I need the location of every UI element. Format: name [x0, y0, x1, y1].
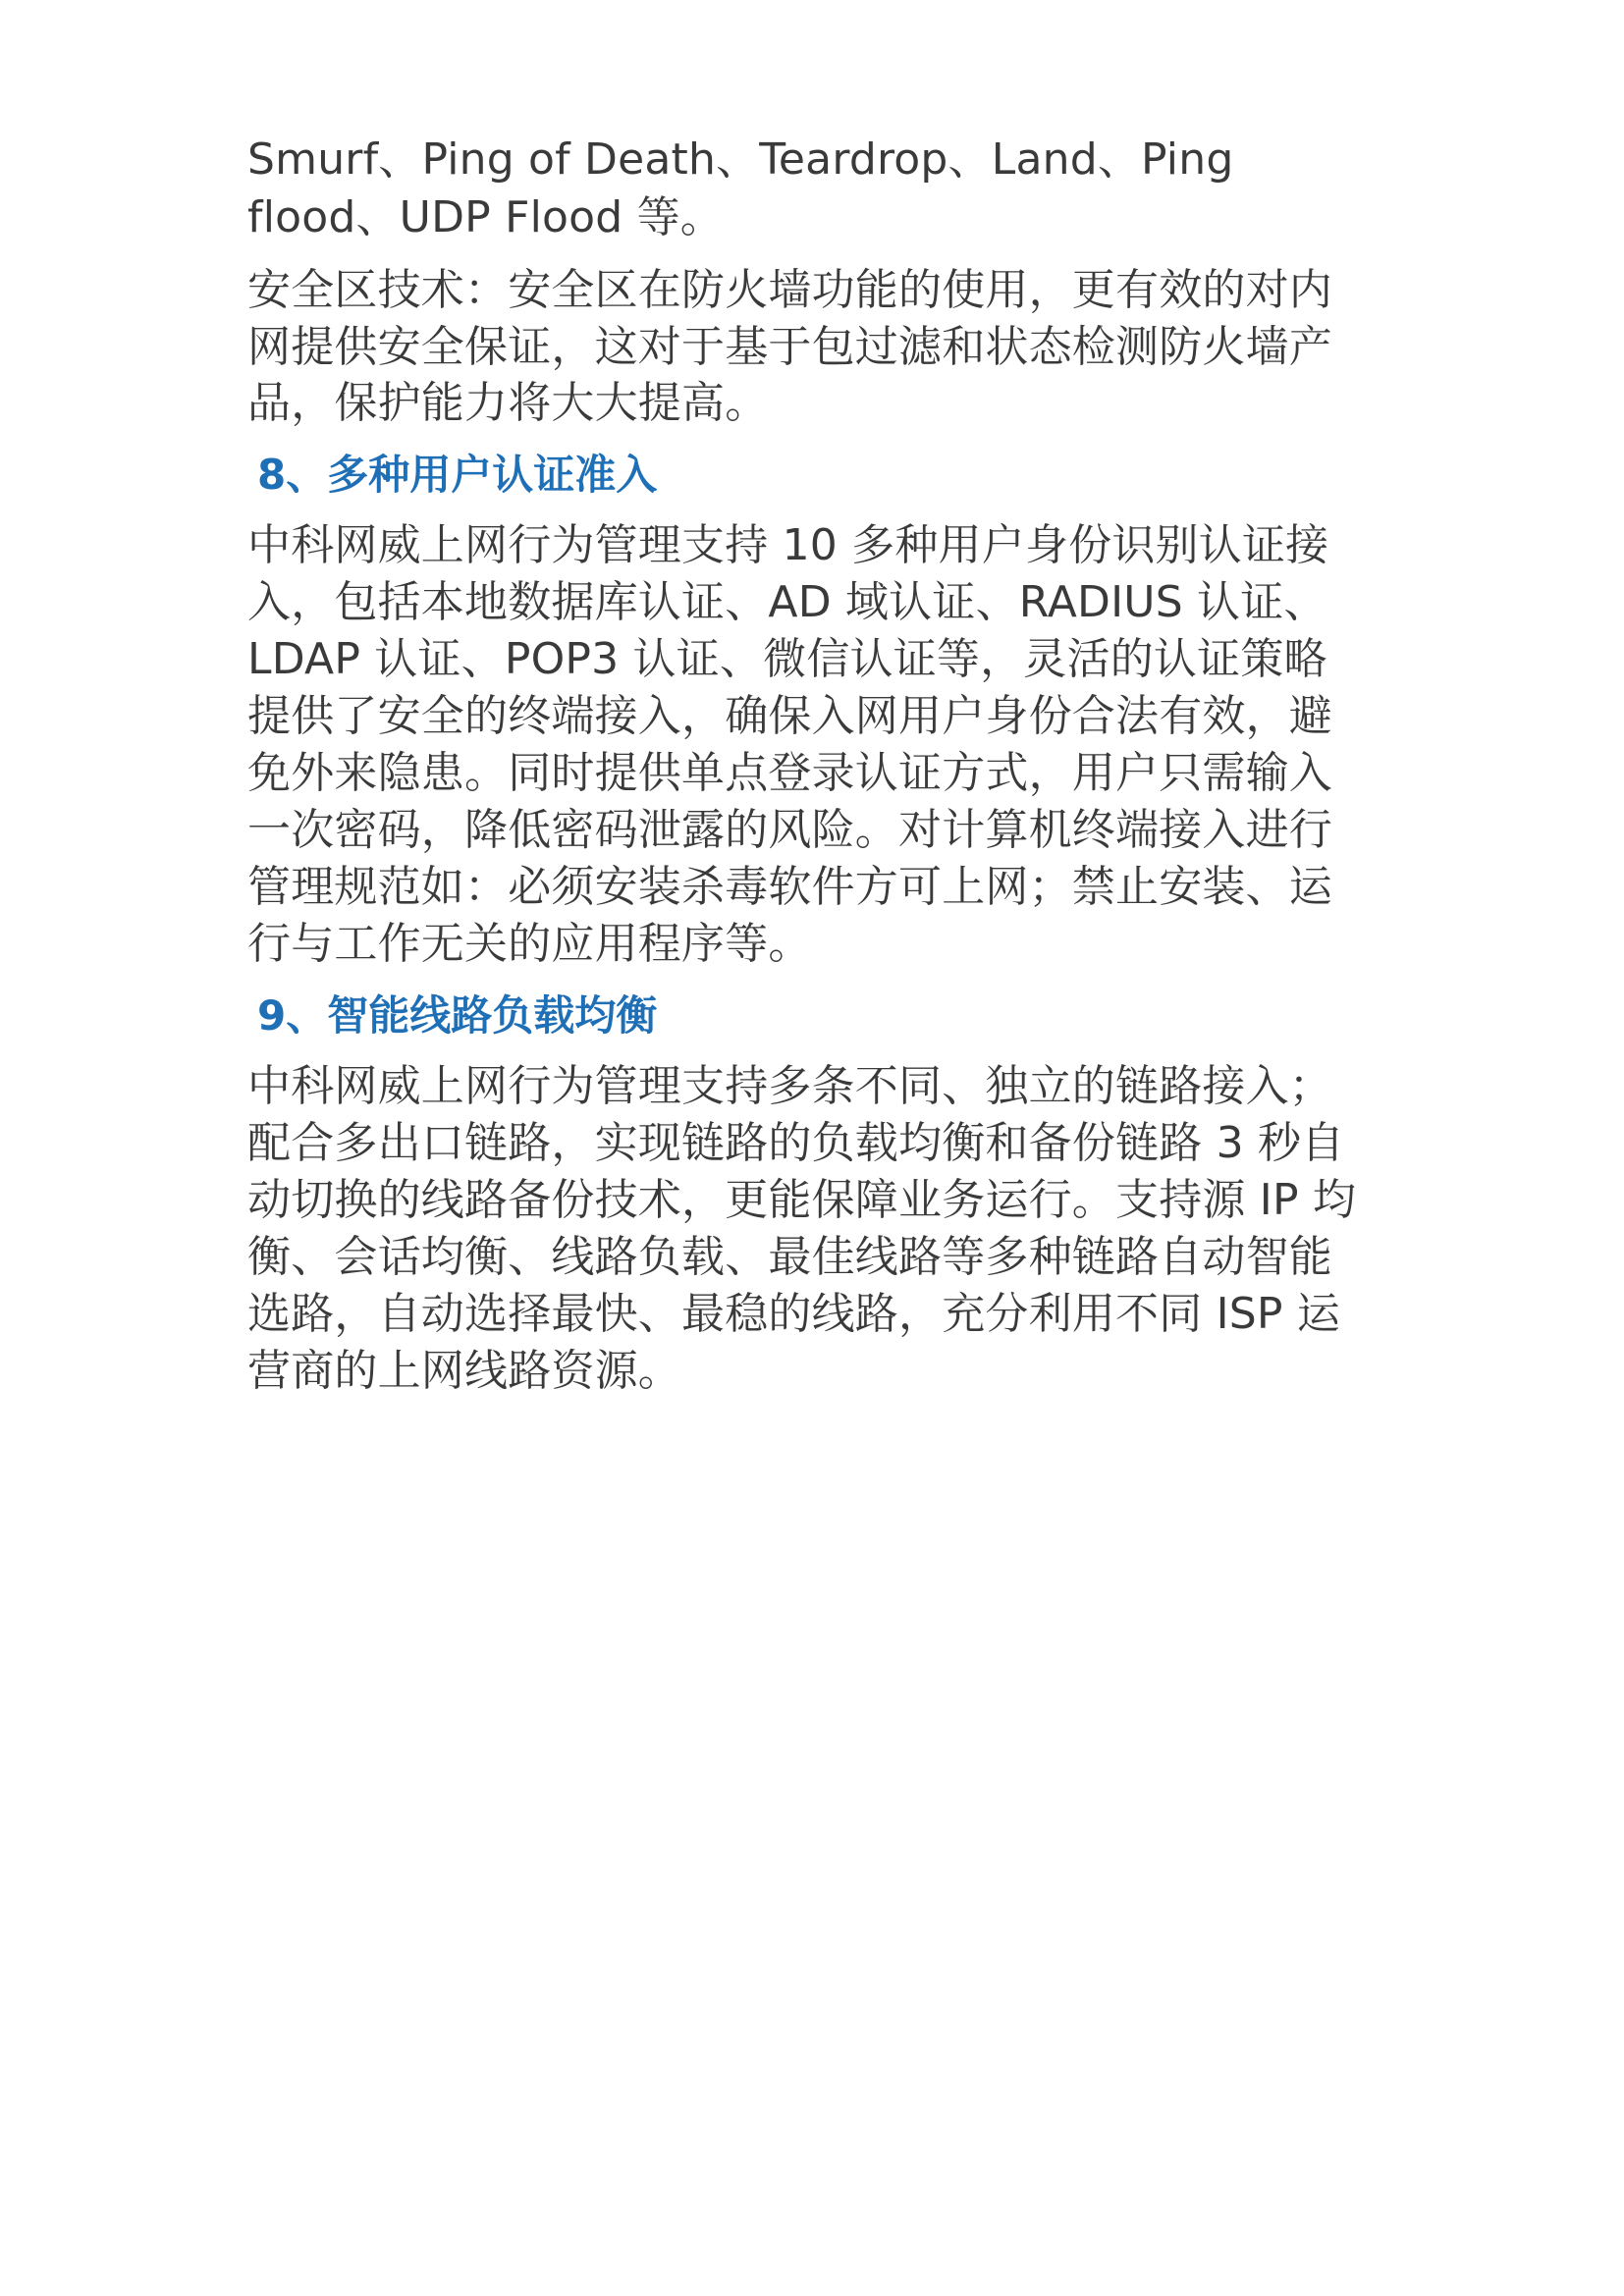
section-9-line-6: 营商的上网线路资源。 [247, 1346, 681, 1396]
section-9-line-2: 配合多出口链路，实现链路的负载均衡和备份链路 3 秒自 [247, 1118, 1345, 1168]
section-9-line-4: 衡、会话均衡、线路负载、最佳线路等多种链路自动智能 [247, 1232, 1332, 1282]
section-8-line-6: 一次密码，降低密码泄露的风险。对计算机终端接入进行 [247, 805, 1332, 855]
section-8-line-1: 中科网威上网行为管理支持 10 多种用户身份识别认证接 [247, 520, 1329, 570]
section-9-heading: 9、智能线路负载均衡 [257, 991, 658, 1040]
intro-line-1: Smurf、Ping of Death、Teardrop、Land、Ping [247, 134, 1234, 185]
section-9-line-3: 动切换的线路备份技术，更能保障业务运行。支持源 IP 均 [247, 1175, 1357, 1225]
security-zone-line-2: 网提供安全保证，这对于基于包过滤和状态检测防火墙产 [247, 322, 1332, 372]
intro-line-2: flood、UDP Flood 等。 [247, 192, 724, 242]
section-8-line-3: LDAP 认证、POP3 认证、微信认证等，灵活的认证策略 [247, 634, 1327, 684]
section-8-heading: 8、多种用户认证准入 [257, 451, 658, 499]
section-8-line-8: 行与工作无关的应用程序等。 [247, 919, 812, 969]
security-zone-line-3: 品，保护能力将大大提高。 [247, 378, 769, 428]
section-9-line-1: 中科网威上网行为管理支持多条不同、独立的链路接入； [247, 1061, 1332, 1111]
section-8-line-5: 免外来隐患。同时提供单点登录认证方式，用户只需输入 [247, 748, 1332, 798]
section-9-line-5: 选路，自动选择最快、最稳的线路，充分利用不同 ISP 运 [247, 1289, 1341, 1339]
section-8-line-4: 提供了安全的终端接入，确保入网用户身份合法有效，避 [247, 691, 1332, 741]
security-zone-line-1: 安全区技术：安全区在防火墙功能的使用，更有效的对内 [247, 265, 1332, 315]
section-8-line-2: 入，包括本地数据库认证、AD 域认证、RADIUS 认证、 [247, 577, 1327, 627]
section-8-line-7: 管理规范如：必须安装杀毒软件方可上网；禁止安装、运 [247, 862, 1332, 912]
